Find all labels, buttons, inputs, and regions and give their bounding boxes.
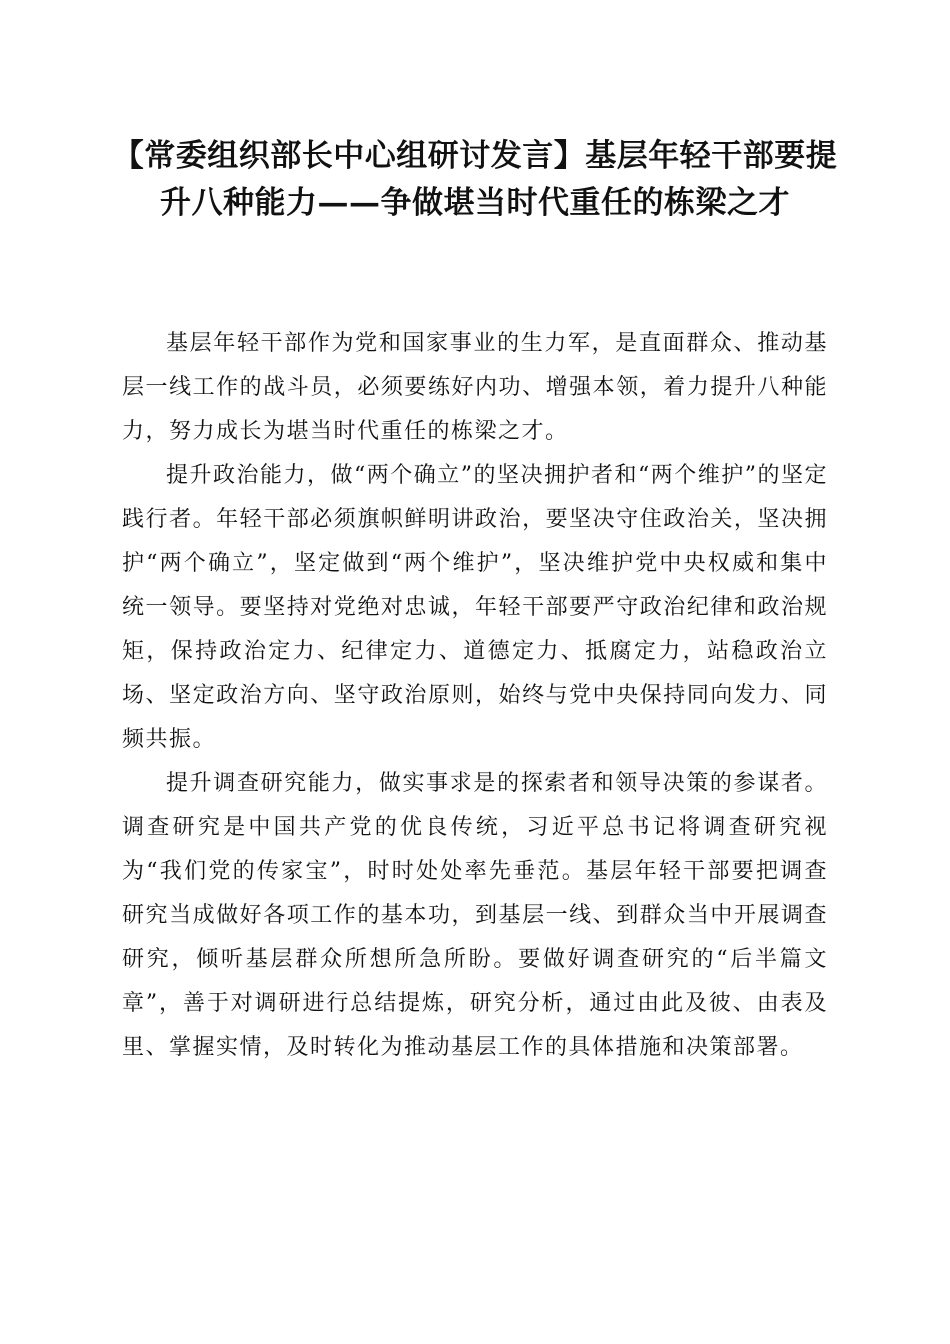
- paragraph-intro: 基层年轻干部作为党和国家事业的生力军，是直面群众、推动基层一线工作的战斗员，必须要练好内功、增强本领，着力提升八种能力，努力成长为堪当时代重任的栋梁之才。: [122, 331, 828, 444]
- paragraph-political-ability: 提升政治能力，做“两个确立”的坚决拥护者和“两个维护”的坚定践行者。年轻干部必须旗帜鲜明讲政治，要坚决守住政治关，坚决拥护“两个确立”，坚定做到“两个维护”，坚决维护党中央权威和集中统一领导。要坚持对党绝对忠诚，年轻干部要严守政治纪律和政治规矩，保持政治定力、纪律定力、道德定力、抵腐定力，站稳政治立场、坚定政治方向、坚守政治原则，始终与党中央保持同向发力、同频共振。: [122, 463, 828, 752]
- document-body: [122, 322, 828, 1070]
- paragraph-research-ability: 提升调查研究能力，做实事求是的探索者和领导决策的参谋者。调查研究是中国共产党的优良传统，习近平总书记将调查研究视为“我们党的传家宝”，时时处处率先垂范。基层年轻干部要把调查研究当成做好各项工作的基本功，到基层一线、到群众当中开展调查研究，倾听基层群众所想所急所盼。要做好调查研究的“后半篇文章”，善于对调研进行总结提炼，研究分析，通过由此及彼、由表及里、掌握实情，及时转化为推动基层工作的具体措施和决策部署。: [122, 771, 828, 1060]
- document-title: 【常委组织部长中心组研讨发言】基层年轻干部要提升八种能力——争做堪当时代重任的栋梁之才: [112, 138, 838, 221]
